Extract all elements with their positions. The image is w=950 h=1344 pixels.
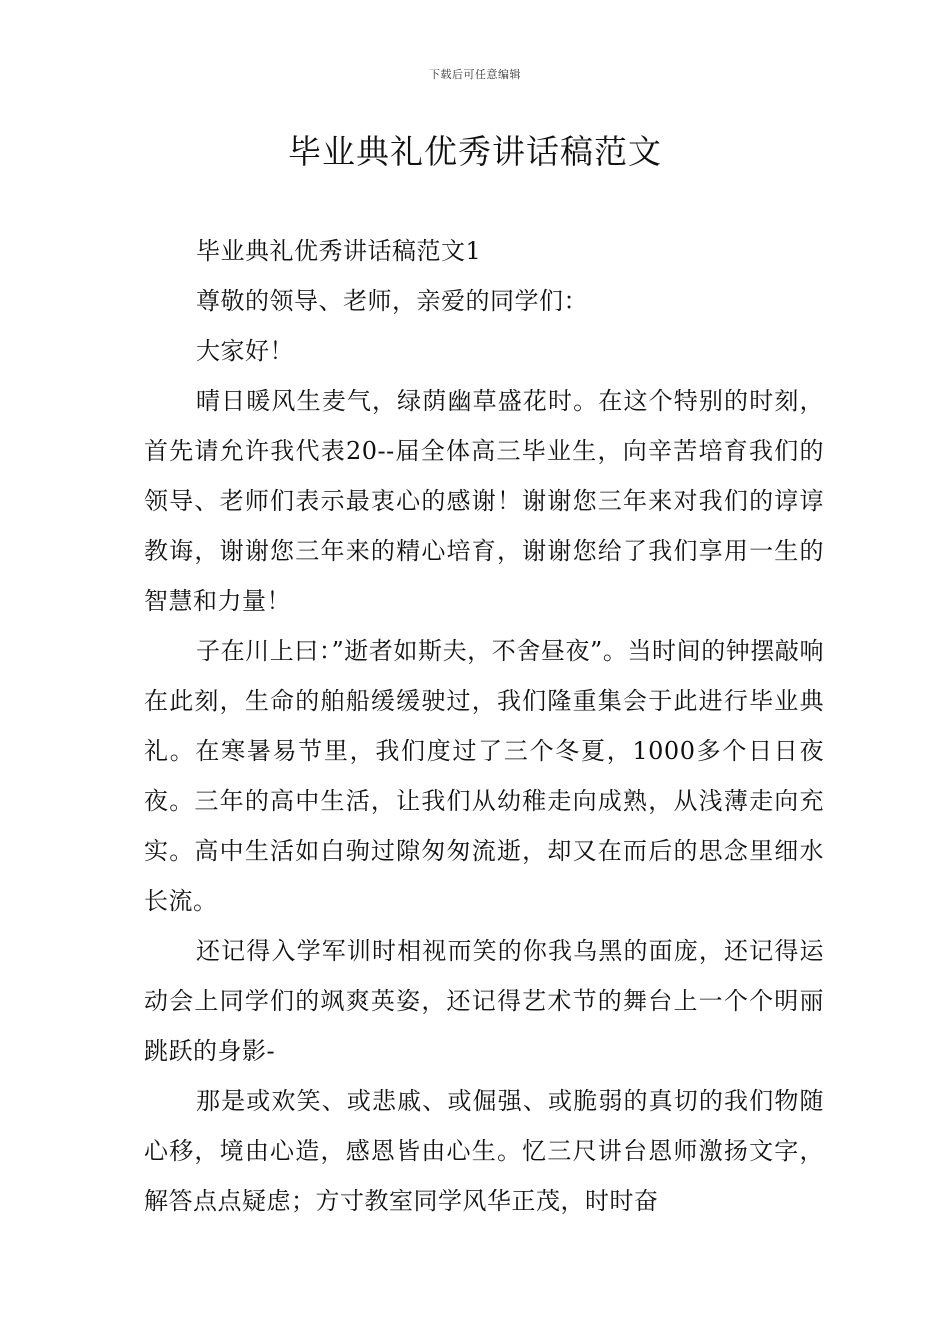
paragraph-subtitle: 毕业典礼优秀讲话稿范文1 <box>196 237 482 265</box>
paragraph-greeting: 大家好！ <box>196 337 294 365</box>
document-title: 毕业典礼优秀讲话稿范文 <box>288 132 662 171</box>
header-note: 下载后可任意编辑 <box>429 68 521 81</box>
paragraph: 子在川上曰：”逝者如斯夫，不舍昼夜”。当时间的钟摆敲响在此刻，生命的舶船缓缓驶过，我们隆重集会于此进行毕业典礼。在寒暑易节里，我们度过了三个冬夏，1000多个日日夜夜。三年的高中生活，让我们从幼稚走向成熟，从浅薄走向充实。高中生活如白驹过隙匆匆流逝，却又在而后的思念里细水长流。 <box>144 637 824 915</box>
paragraph: 那是或欢笑、或悲戚、或倔强、或脆弱的真切的我们物随心移，境由心造，感恩皆由心生。忆三尺讲台恩师激扬文字，解答点点疑虑；方寸教室同学风华正茂，时时奋 <box>144 1087 824 1215</box>
document-body <box>144 226 824 1226</box>
paragraph: 还记得入学军训时相视而笑的你我乌黑的面庞，还记得运动会上同学们的飒爽英姿，还记得艺术节的舞台上一个个明丽跳跃的身影- <box>144 937 824 1065</box>
paragraph: 晴日暖风生麦气，绿荫幽草盛花时。在这个特别的时刻，首先请允许我代表20--届全体高三毕业生，向辛苦培育我们的领导、老师们表示最衷心的感谢！谢谢您三年来对我们的谆谆教诲，谢谢您三年来的精心培育，谢谢您给了我们享用一生的智慧和力量！ <box>144 387 824 615</box>
paragraph-salutation: 尊敬的领导、老师，亲爱的同学们： <box>196 287 588 315</box>
